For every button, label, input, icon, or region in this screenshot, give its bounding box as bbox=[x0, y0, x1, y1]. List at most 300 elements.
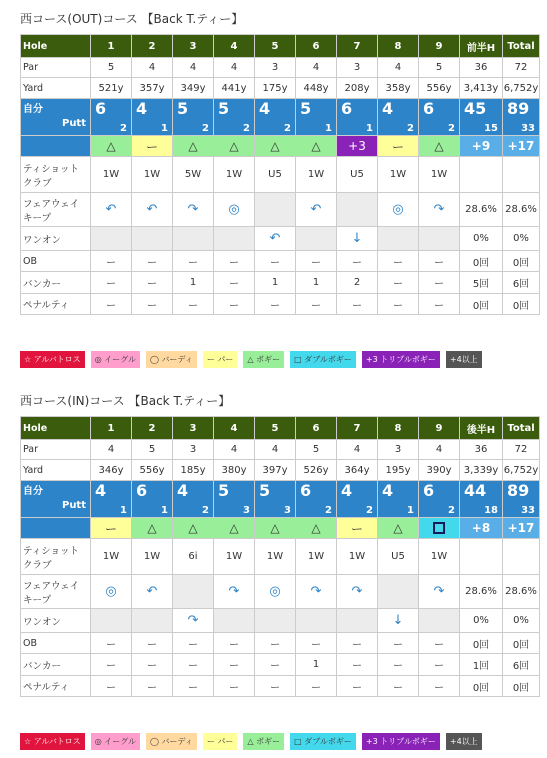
legend-triple-bogey: +3 トリプルボギー bbox=[362, 733, 440, 750]
one-on-row bbox=[21, 227, 540, 251]
bunker-cell bbox=[503, 272, 540, 294]
tee-club-cell bbox=[378, 539, 419, 575]
ob-value: ー bbox=[147, 639, 157, 651]
score-cell bbox=[91, 99, 132, 136]
fairway-keep-cell bbox=[173, 193, 214, 227]
tee-club-cell bbox=[378, 157, 419, 193]
hole-cell: 7 bbox=[337, 417, 378, 440]
yard-cell: 358y bbox=[378, 78, 419, 99]
hole-cell: Total bbox=[503, 35, 540, 58]
bunker-cell bbox=[378, 272, 419, 294]
penalty-value: ー bbox=[311, 300, 321, 312]
result-mark: △ bbox=[270, 139, 280, 153]
result-mark: △ bbox=[311, 139, 321, 153]
tee-club-cell bbox=[337, 539, 378, 575]
hole-cell: 4 bbox=[214, 417, 255, 440]
ob-value: ー bbox=[352, 257, 362, 269]
out-scorecard-table bbox=[20, 34, 540, 315]
bunker-cell bbox=[337, 654, 378, 676]
bunker-cell bbox=[460, 654, 503, 676]
penalty-cell bbox=[337, 294, 378, 315]
tee-club-cell bbox=[173, 157, 214, 193]
tee-club-label: ティショット クラブ bbox=[21, 539, 91, 575]
double-circle-icon: ◎ bbox=[228, 202, 240, 217]
result-mark: △ bbox=[188, 139, 198, 153]
yard-cell: 3,413y bbox=[460, 78, 503, 99]
tee-club-label: ティショット クラブ bbox=[21, 157, 91, 193]
double-circle-icon: ◎ bbox=[105, 584, 117, 599]
tee-club-cell bbox=[419, 157, 460, 193]
score-cell bbox=[378, 99, 419, 136]
result-mark: △ bbox=[270, 521, 280, 535]
par-row bbox=[21, 440, 540, 460]
stroke-count: 5 bbox=[177, 99, 189, 118]
yard-cell: 521y bbox=[91, 78, 132, 99]
score-cell bbox=[173, 99, 214, 136]
penalty-row bbox=[21, 294, 540, 315]
score-cell bbox=[214, 99, 255, 136]
fairway-keep-cell bbox=[460, 575, 503, 609]
bunker-value: ー bbox=[393, 279, 403, 290]
result-cell bbox=[419, 136, 460, 157]
hole-cell: 後半H bbox=[460, 417, 503, 440]
stroke-count: 6 bbox=[95, 99, 107, 118]
penalty-value: ー bbox=[270, 300, 280, 312]
par-cell: 4 bbox=[337, 440, 378, 460]
score-cell bbox=[337, 99, 378, 136]
legend-plus-four: +4以上 bbox=[446, 351, 482, 368]
bunker-value: ー bbox=[106, 279, 116, 290]
bunker-value: 6回 bbox=[512, 279, 530, 290]
result-cell bbox=[173, 136, 214, 157]
bunker-value: 1 bbox=[312, 277, 320, 288]
fairway-keep-cell bbox=[214, 193, 255, 227]
result-cell bbox=[132, 518, 173, 539]
tee-club-cell bbox=[460, 539, 503, 575]
one-on-value: 0% bbox=[513, 233, 529, 244]
score-cell bbox=[419, 99, 460, 136]
result-cell bbox=[337, 518, 378, 539]
ob-value: ー bbox=[270, 639, 280, 651]
result-mark: △ bbox=[188, 521, 198, 535]
fairway-keep-cell bbox=[132, 193, 173, 227]
fairway-keep-row bbox=[21, 193, 540, 227]
tee-club-value: U5 bbox=[350, 169, 364, 180]
hole-cell: 3 bbox=[173, 35, 214, 58]
legend-triple-bogey: +3 トリプルボギー bbox=[362, 351, 440, 368]
result-cell bbox=[255, 518, 296, 539]
ob-label: OB bbox=[21, 633, 91, 654]
curve-right-arrow-icon: ↷ bbox=[351, 584, 363, 599]
penalty-value: ー bbox=[434, 682, 444, 694]
stroke-count: 45 bbox=[464, 99, 487, 118]
ob-cell bbox=[337, 633, 378, 654]
ob-cell bbox=[91, 251, 132, 272]
penalty-value: 0回 bbox=[512, 300, 530, 312]
putt-count: 2 bbox=[120, 123, 127, 134]
result-cell bbox=[460, 136, 503, 157]
putt-count: 2 bbox=[325, 505, 332, 516]
hole-cell: 6 bbox=[296, 417, 337, 440]
ob-cell bbox=[296, 633, 337, 654]
result-cell bbox=[173, 518, 214, 539]
score-cell bbox=[296, 481, 337, 518]
ob-value: ー bbox=[434, 639, 444, 651]
ob-cell bbox=[460, 633, 503, 654]
putt-count: 2 bbox=[202, 123, 209, 134]
ob-value: ー bbox=[393, 257, 403, 269]
bunker-cell bbox=[173, 654, 214, 676]
penalty-cell bbox=[91, 676, 132, 697]
one-on-cell bbox=[460, 227, 503, 251]
fairway-keep-value: 28.6% bbox=[505, 586, 537, 597]
legend-par: ー パー bbox=[203, 351, 238, 368]
par-cell: 4 bbox=[173, 58, 214, 78]
penalty-cell bbox=[132, 676, 173, 697]
ob-cell bbox=[378, 251, 419, 272]
tee-club-cell bbox=[255, 157, 296, 193]
hole-cell: 8 bbox=[378, 417, 419, 440]
hole-cell: 1 bbox=[91, 35, 132, 58]
result-cell bbox=[132, 136, 173, 157]
result-label bbox=[21, 136, 91, 157]
bunker-value: ー bbox=[393, 661, 403, 672]
fairway-keep-cell bbox=[503, 575, 540, 609]
penalty-value: ー bbox=[188, 682, 198, 694]
stroke-count: 44 bbox=[464, 481, 487, 500]
curve-left-arrow-icon: ↶ bbox=[146, 584, 158, 599]
tee-club-cell bbox=[91, 157, 132, 193]
fairway-keep-cell bbox=[378, 575, 419, 609]
legend-bogey: △ ボギー bbox=[243, 733, 284, 750]
yard-cell: 185y bbox=[173, 460, 214, 481]
par-cell: 5 bbox=[419, 58, 460, 78]
penalty-cell bbox=[378, 676, 419, 697]
result-cell bbox=[296, 518, 337, 539]
hole-label: Hole bbox=[21, 35, 91, 58]
ob-value: ー bbox=[311, 639, 321, 651]
bunker-cell bbox=[503, 654, 540, 676]
result-mark: △ bbox=[229, 521, 239, 535]
yard-cell: 6,752y bbox=[503, 460, 540, 481]
penalty-cell bbox=[337, 676, 378, 697]
score-cell bbox=[503, 99, 540, 136]
par-cell: 4 bbox=[132, 58, 173, 78]
penalty-cell bbox=[296, 676, 337, 697]
one-on-label: ワンオン bbox=[21, 609, 91, 633]
par-cell: 3 bbox=[255, 58, 296, 78]
one-on-value: 0% bbox=[513, 615, 529, 626]
yard-label: Yard bbox=[21, 460, 91, 481]
one-on-cell bbox=[378, 227, 419, 251]
one-on-cell bbox=[419, 227, 460, 251]
down-arrow-icon: ↓ bbox=[392, 613, 404, 628]
bunker-cell bbox=[255, 272, 296, 294]
curve-left-arrow-icon: ↶ bbox=[310, 202, 322, 217]
tee-club-value: 1W bbox=[225, 169, 243, 180]
par-cell: 4 bbox=[214, 58, 255, 78]
one-on-value: 0% bbox=[473, 615, 489, 626]
yard-cell: 526y bbox=[296, 460, 337, 481]
result-cell bbox=[378, 136, 419, 157]
tee-club-cell bbox=[296, 539, 337, 575]
ob-cell bbox=[91, 633, 132, 654]
fairway-keep-cell bbox=[91, 575, 132, 609]
putt-count: 2 bbox=[448, 505, 455, 516]
result-mark: +8 bbox=[471, 521, 491, 535]
ob-label: OB bbox=[21, 251, 91, 272]
ob-row bbox=[21, 633, 540, 654]
result-mark: +17 bbox=[507, 139, 535, 153]
legend-albatross: ☆ アルバトロス bbox=[20, 351, 85, 368]
self-score-row bbox=[21, 99, 540, 136]
par-cell: 72 bbox=[503, 440, 540, 460]
fairway-keep-cell bbox=[214, 575, 255, 609]
par-cell: 36 bbox=[460, 58, 503, 78]
par-label: Par bbox=[21, 440, 91, 460]
fairway-keep-label: フェアウェイ キープ bbox=[21, 193, 91, 227]
par-cell: 36 bbox=[460, 440, 503, 460]
penalty-value: ー bbox=[188, 300, 198, 312]
one-on-value: 0% bbox=[473, 233, 489, 244]
tee-club-cell bbox=[337, 157, 378, 193]
tee-club-value: 5W bbox=[184, 169, 202, 180]
bunker-cell bbox=[91, 654, 132, 676]
fairway-keep-cell bbox=[337, 575, 378, 609]
ob-value: ー bbox=[311, 257, 321, 269]
fairway-keep-cell bbox=[296, 193, 337, 227]
putt-count: 15 bbox=[484, 123, 498, 134]
penalty-value: 0回 bbox=[512, 682, 530, 694]
hole-cell: 2 bbox=[132, 417, 173, 440]
curve-left-arrow-icon: ↶ bbox=[105, 202, 117, 217]
fairway-keep-cell bbox=[419, 193, 460, 227]
score-legend-out bbox=[20, 351, 482, 368]
fairway-keep-cell bbox=[296, 575, 337, 609]
stroke-count: 6 bbox=[423, 99, 435, 118]
putt-count: 2 bbox=[202, 505, 209, 516]
par-cell: 4 bbox=[255, 440, 296, 460]
double-bogey-square-icon bbox=[433, 522, 445, 534]
stroke-count: 5 bbox=[218, 481, 230, 500]
fairway-keep-cell bbox=[337, 193, 378, 227]
ob-cell bbox=[460, 251, 503, 272]
tee-club-cell bbox=[503, 157, 540, 193]
penalty-cell bbox=[503, 294, 540, 315]
bunker-value: ー bbox=[106, 661, 116, 672]
bunker-value: ー bbox=[229, 661, 239, 672]
hole-cell: 4 bbox=[214, 35, 255, 58]
legend-eagle: ◎ イーグル bbox=[91, 733, 140, 750]
result-mark: +3 bbox=[348, 139, 366, 153]
stroke-count: 6 bbox=[300, 481, 312, 500]
tee-club-value: 1W bbox=[307, 169, 325, 180]
result-cell bbox=[91, 518, 132, 539]
hole-cell: 8 bbox=[378, 35, 419, 58]
score-cell bbox=[503, 481, 540, 518]
ob-value: ー bbox=[229, 639, 239, 651]
penalty-cell bbox=[173, 676, 214, 697]
penalty-value: ー bbox=[106, 682, 116, 694]
bunker-cell bbox=[296, 272, 337, 294]
par-cell: 4 bbox=[214, 440, 255, 460]
yard-cell: 195y bbox=[378, 460, 419, 481]
yard-cell: 556y bbox=[419, 78, 460, 99]
result-cell bbox=[460, 518, 503, 539]
tee-club-value: U5 bbox=[268, 169, 282, 180]
one-on-cell bbox=[255, 609, 296, 633]
stroke-count: 6 bbox=[341, 99, 353, 118]
tee-club-cell bbox=[296, 157, 337, 193]
ob-cell bbox=[419, 633, 460, 654]
fairway-keep-value: 28.6% bbox=[465, 586, 497, 597]
bunker-value: ー bbox=[229, 279, 239, 290]
bunker-cell bbox=[132, 654, 173, 676]
fairway-keep-cell bbox=[91, 193, 132, 227]
bunker-label: バンカー bbox=[21, 654, 91, 676]
penalty-cell bbox=[255, 294, 296, 315]
ob-value: 0回 bbox=[512, 257, 530, 269]
result-cell bbox=[337, 136, 378, 157]
one-on-cell bbox=[173, 227, 214, 251]
putt-count: 18 bbox=[484, 505, 498, 516]
one-on-cell bbox=[214, 227, 255, 251]
one-on-cell bbox=[255, 227, 296, 251]
bunker-value: 1 bbox=[312, 659, 320, 670]
one-on-cell bbox=[173, 609, 214, 633]
curve-right-arrow-icon: ↷ bbox=[187, 202, 199, 217]
result-cell bbox=[419, 518, 460, 539]
result-row bbox=[21, 518, 540, 539]
one-on-cell bbox=[460, 609, 503, 633]
stroke-count: 89 bbox=[507, 99, 530, 118]
hole-cell: 2 bbox=[132, 35, 173, 58]
par-cell: 4 bbox=[419, 440, 460, 460]
tee-club-value: 1W bbox=[430, 551, 448, 562]
bunker-cell bbox=[337, 272, 378, 294]
putt-count: 1 bbox=[325, 123, 332, 134]
stroke-count: 4 bbox=[259, 99, 271, 118]
ob-cell bbox=[214, 251, 255, 272]
hole-cell: 5 bbox=[255, 35, 296, 58]
putt-count: 1 bbox=[120, 505, 127, 516]
in-scorecard-table bbox=[20, 416, 540, 697]
putt-count: 1 bbox=[161, 123, 168, 134]
one-on-cell bbox=[91, 609, 132, 633]
legend-birdie: ◯ バーディ bbox=[146, 733, 197, 750]
curve-right-arrow-icon: ↷ bbox=[187, 613, 199, 628]
result-mark: △ bbox=[393, 521, 403, 535]
score-cell bbox=[419, 481, 460, 518]
score-cell bbox=[255, 99, 296, 136]
tee-club-cell bbox=[173, 539, 214, 575]
bunker-value: 6回 bbox=[512, 661, 530, 672]
bunker-row bbox=[21, 654, 540, 676]
tee-club-value: 1W bbox=[389, 169, 407, 180]
bunker-row bbox=[21, 272, 540, 294]
result-cell bbox=[214, 136, 255, 157]
yard-cell: 346y bbox=[91, 460, 132, 481]
down-arrow-icon: ↓ bbox=[351, 231, 363, 246]
hole-cell: 前半H bbox=[460, 35, 503, 58]
bunker-value: 1回 bbox=[472, 661, 490, 672]
penalty-cell bbox=[419, 294, 460, 315]
penalty-cell bbox=[255, 676, 296, 697]
legend-albatross: ☆ アルバトロス bbox=[20, 733, 85, 750]
tee-club-value: 1W bbox=[102, 169, 120, 180]
one-on-cell bbox=[132, 227, 173, 251]
result-mark: ー bbox=[145, 139, 158, 154]
yard-cell: 441y bbox=[214, 78, 255, 99]
putt-count: 2 bbox=[407, 123, 414, 134]
penalty-row bbox=[21, 676, 540, 697]
putt-count: 1 bbox=[407, 505, 414, 516]
bunker-cell bbox=[296, 654, 337, 676]
yard-cell: 448y bbox=[296, 78, 337, 99]
one-on-cell bbox=[503, 227, 540, 251]
tee-club-cell bbox=[503, 539, 540, 575]
legend-plus-four: +4以上 bbox=[446, 733, 482, 750]
ob-cell bbox=[214, 633, 255, 654]
self-score-row bbox=[21, 481, 540, 518]
tee-club-cell bbox=[255, 539, 296, 575]
penalty-value: ー bbox=[106, 300, 116, 312]
bunker-value: ー bbox=[270, 661, 280, 672]
bunker-cell bbox=[214, 272, 255, 294]
one-on-row bbox=[21, 609, 540, 633]
tee-club-value: 1W bbox=[266, 551, 284, 562]
tee-club-value: 1W bbox=[102, 551, 120, 562]
score-cell bbox=[214, 481, 255, 518]
hole-cell: Total bbox=[503, 417, 540, 440]
putt-count: 2 bbox=[284, 123, 291, 134]
yard-cell: 349y bbox=[173, 78, 214, 99]
fairway-keep-cell bbox=[378, 193, 419, 227]
hole-row bbox=[21, 35, 540, 58]
hole-cell: 1 bbox=[91, 417, 132, 440]
penalty-cell bbox=[214, 294, 255, 315]
hole-row bbox=[21, 417, 540, 440]
penalty-cell bbox=[503, 676, 540, 697]
bunker-cell bbox=[419, 272, 460, 294]
penalty-value: ー bbox=[147, 682, 157, 694]
curve-left-arrow-icon: ↶ bbox=[146, 202, 158, 217]
penalty-value: ー bbox=[434, 300, 444, 312]
tee-club-value: 1W bbox=[307, 551, 325, 562]
par-cell: 72 bbox=[503, 58, 540, 78]
ob-value: 0回 bbox=[472, 257, 490, 269]
putt-count: 1 bbox=[366, 123, 373, 134]
fairway-keep-cell bbox=[255, 575, 296, 609]
score-cell bbox=[337, 481, 378, 518]
score-legend-in bbox=[20, 733, 482, 750]
score-cell bbox=[132, 481, 173, 518]
putt-count: 2 bbox=[448, 123, 455, 134]
ob-cell bbox=[296, 251, 337, 272]
bunker-value: ー bbox=[188, 661, 198, 672]
par-cell: 3 bbox=[378, 440, 419, 460]
yard-cell: 3,339y bbox=[460, 460, 503, 481]
bunker-value: 1 bbox=[189, 277, 197, 288]
result-mark: △ bbox=[311, 521, 321, 535]
par-cell: 5 bbox=[132, 440, 173, 460]
tee-club-value: 1W bbox=[143, 551, 161, 562]
bunker-value: 5回 bbox=[472, 279, 490, 290]
fairway-keep-row bbox=[21, 575, 540, 609]
ob-value: ー bbox=[352, 639, 362, 651]
result-mark: △ bbox=[229, 139, 239, 153]
tee-club-row bbox=[21, 539, 540, 575]
